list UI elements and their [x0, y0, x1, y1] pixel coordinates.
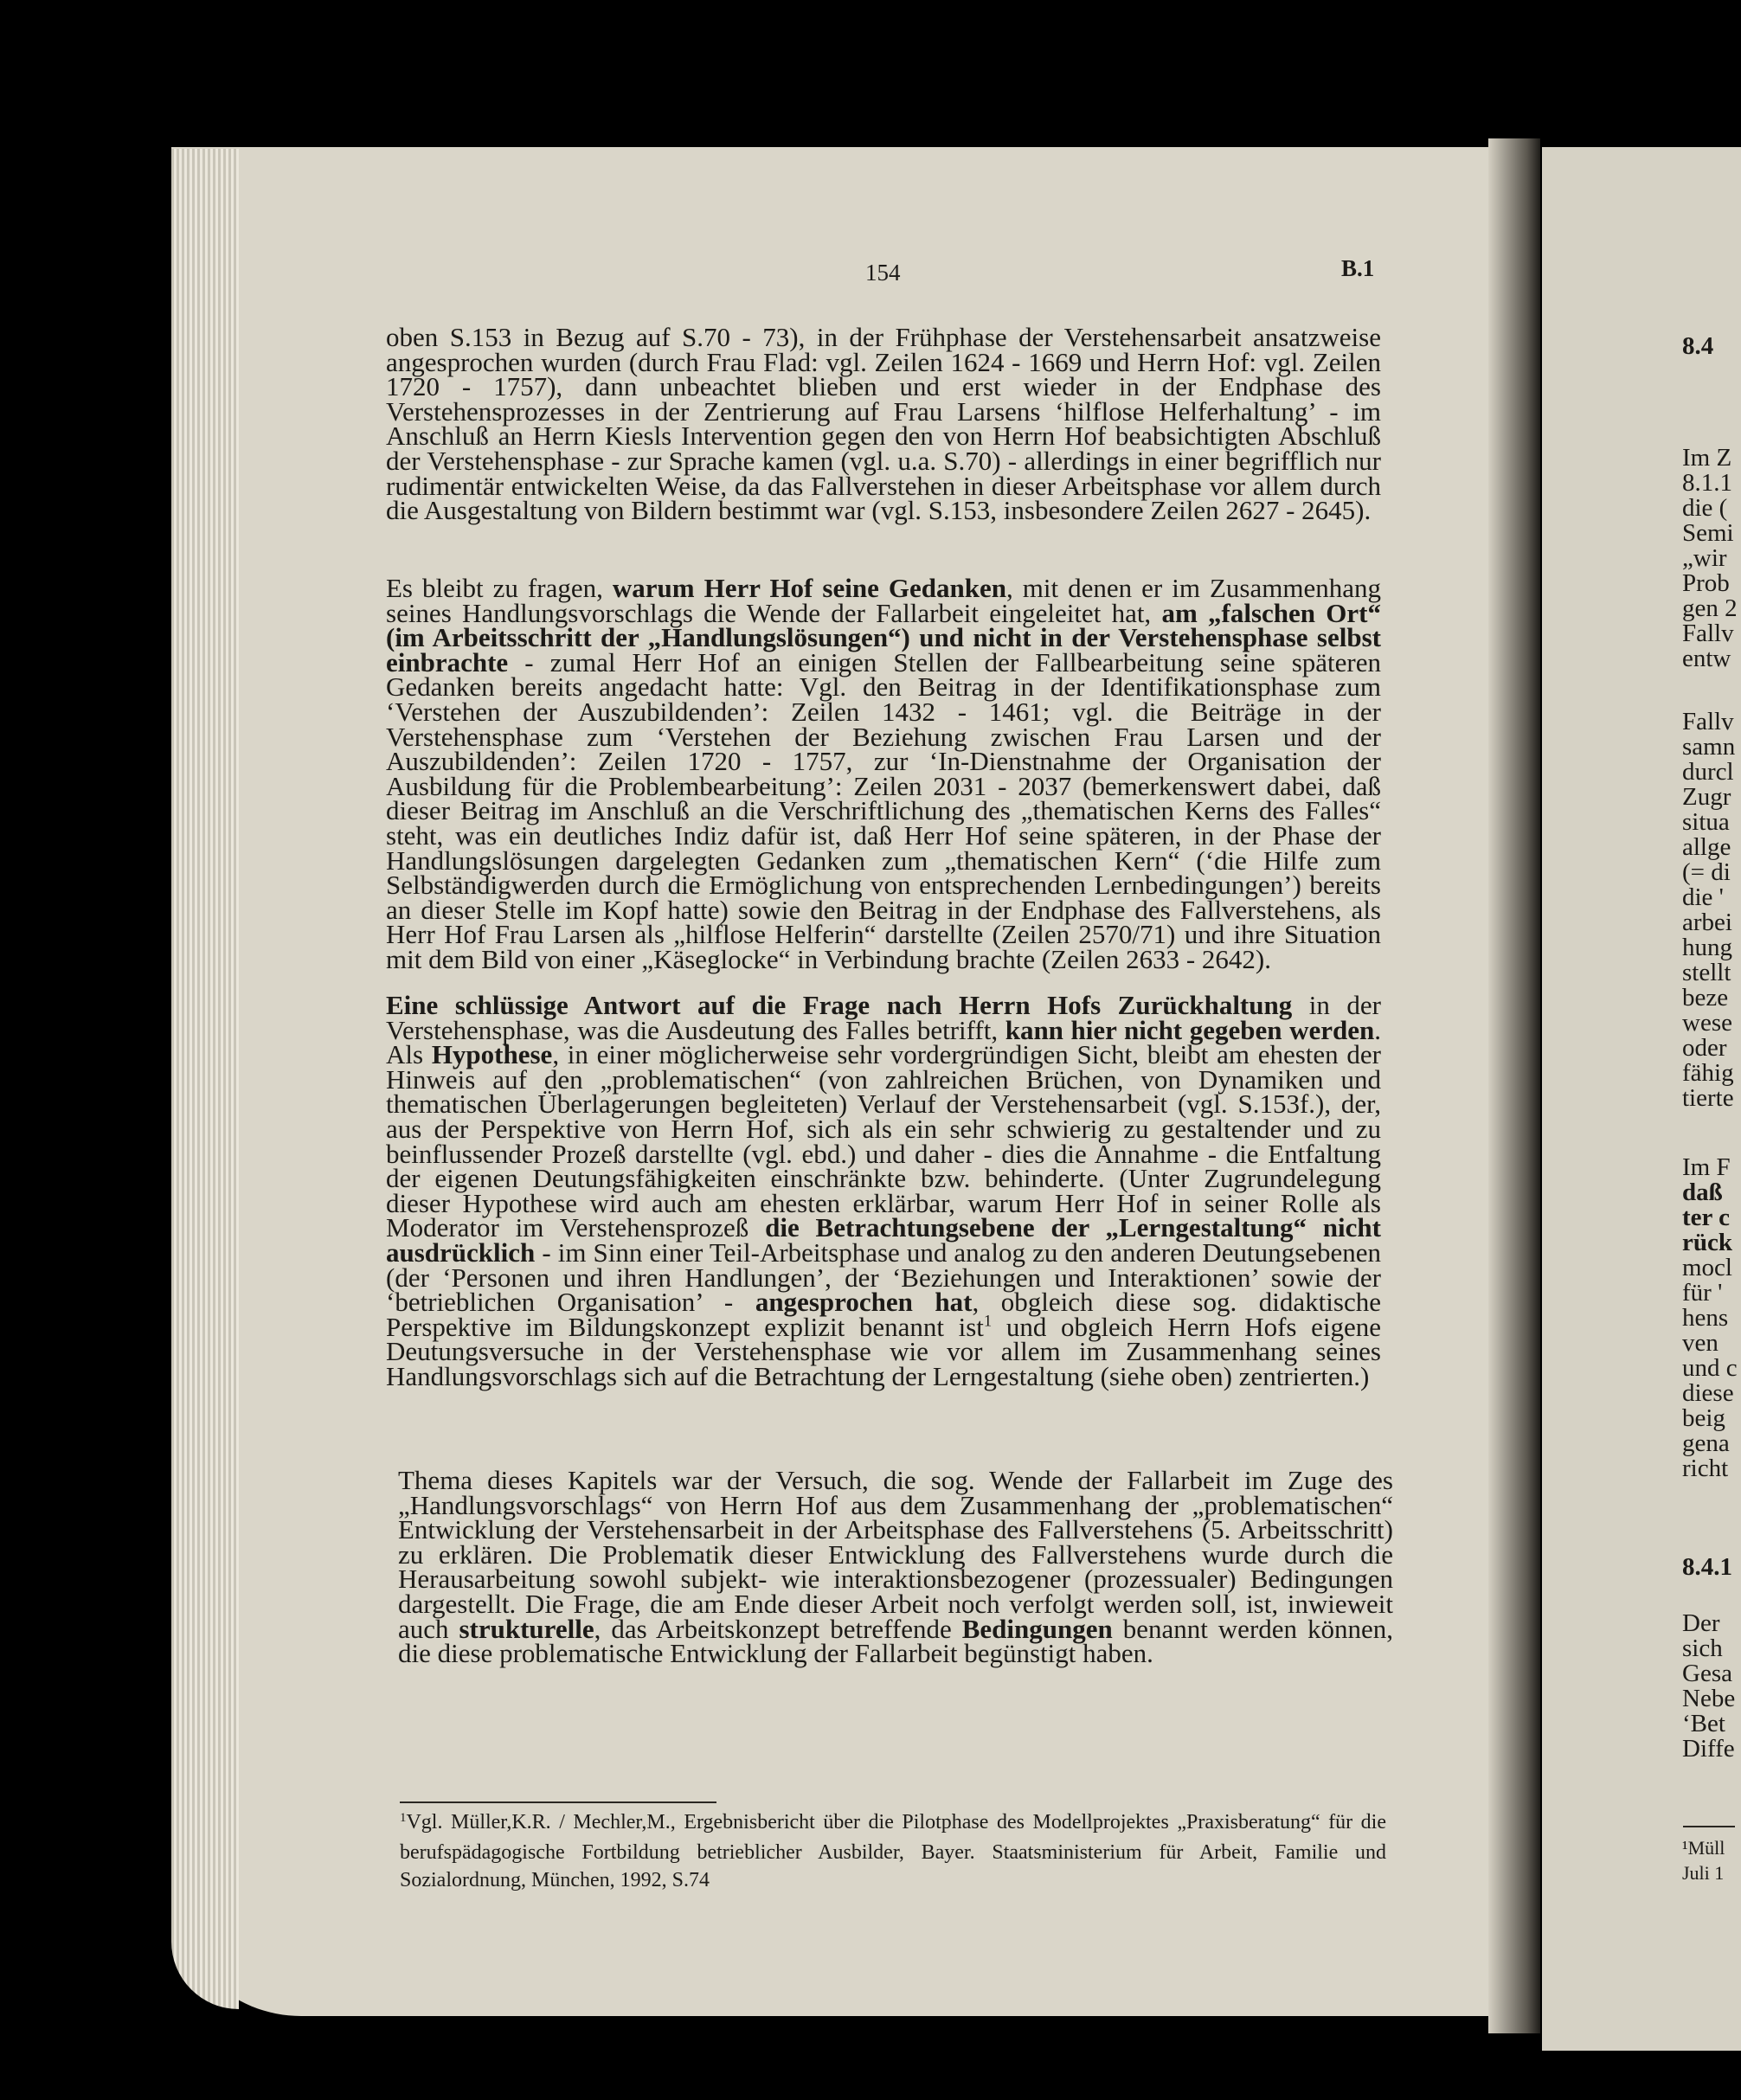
right-text-fragment: Im Z [1682, 444, 1732, 472]
right-text-fragment: diese [1682, 1379, 1734, 1407]
right-text-fragment: durcl [1682, 758, 1734, 786]
p2-text-2: , mit denen er im Zusammenhang seines Handlungsvorschlags die Wende der Fallarbeit eingeleitet hat, [386, 573, 1381, 628]
right-heading-fragment: 8.4.1 [1682, 1553, 1732, 1581]
p2-bold-1: warum Herr Hof seine Gedanken [612, 573, 1006, 603]
p3-text-5: , obgleich diese sog. didaktische Perspektive im Bildungskonzept explizit benannt ist [386, 1287, 1381, 1342]
right-text-fragment: beze [1682, 984, 1729, 1011]
p3-text-4: - im Sinn einer Teil-Arbeitsphase und analog zu den anderen Deutungsebenen (der ‘Personen und ihren Handlungen’, der ‘Beziehungen und Interaktionen’ sowie der ‘betrieblichen Organisation’ - [386, 1236, 1381, 1318]
right-text-fragment: samn [1682, 733, 1736, 761]
right-text-fragment: hens [1682, 1304, 1729, 1332]
footnote-reference[interactable]: 1 [983, 1312, 993, 1331]
footnote-divider [400, 1801, 716, 1803]
book-gutter [1488, 138, 1540, 2033]
right-text-fragment: allge [1682, 833, 1731, 861]
p3-bold-1: Eine schlüssige Antwort auf die Frage nach Herrn Hofs Zurückhaltung [386, 990, 1293, 1020]
p3-text-6: und obgleich Herrn Hofs eigene Deutungsversuche in der Verstehensphase wie vor allem im Zusammenhang seines Handlungsvorschlags sich auf die Betrachtung der Lerngestaltung (siehe oben) zentrierten.) [386, 1311, 1381, 1391]
right-text-fragment: stellt [1682, 959, 1731, 986]
footnote [400, 1808, 1386, 1894]
p3-bold-4: die Betrachtungsebene der „Lerngestaltung“ nicht ausdrücklich [386, 1212, 1381, 1268]
right-heading-fragment: 8.4 [1682, 332, 1714, 360]
right-text-fragment: rück [1682, 1229, 1732, 1256]
right-text-fragment: und c [1682, 1354, 1738, 1382]
paragraph-4 [398, 1465, 1393, 1669]
footnote-text: Vgl. Müller,K.R. / Mechler,M., Ergebnisbericht über die Pilotphase des Modellprojektes „Praxisberatung“ für die berufspädagogische Fortbildung betrieblicher Ausbilder, Bayer. Staatsministerium für Arbeit, Familie und Sozialordnung, München, 1992, S.74 [400, 1811, 1386, 1891]
p2-text-1: Es bleibt zu fragen, [386, 573, 613, 603]
p3-bold-3: Hypothese [431, 1039, 553, 1070]
p3-bold-2: kann hier nicht gegeben werden [1005, 1014, 1375, 1045]
right-text-fragment: ter c [1682, 1204, 1730, 1231]
right-text-fragment: hung [1682, 934, 1732, 961]
right-text-fragment: richt [1682, 1455, 1729, 1482]
p3-text-2: . Als [386, 1014, 1381, 1070]
right-text-fragment: arbei [1682, 909, 1732, 936]
p4-text-3: benannt werden können, die diese problematische Entwicklung der Fallarbeit begünstigt haben. [398, 1613, 1393, 1669]
paragraph-1: oben S.153 in Bezug auf S.70 - 73), in der Frühphase der Verstehensarbeit ansatzweise angesprochen wurden (durch Frau Flad: vgl. Zeilen 1624 - 1669 und Herrn Hof: vgl. Zeilen 1720 - 1757), dann unbeachtet blieben und erst wieder in der Endphase des Verstehensprozesses in der Zentrierung auf Frau Larsens ‘hilflose Helferhaltung’ - im Anschluß an Herrn Kiesls Intervention gegen den von Herrn Hof beabsichtigten Abschluß der Verstehensphase - zur Sprache kamen (vgl. u.a. S.70) - allerdings in einer begrifflich nur rudimentär entwickelten Weise, da das Fallverstehen in dieser Arbeitsphase vor allem durch die Ausgestaltung von Bildern bestimmt war (vgl. S.153, insbesondere Zeilen 2627 - 2645). [386, 322, 1381, 526]
right-text-fragment: die ' [1682, 883, 1724, 911]
right-text-fragment: ven [1682, 1329, 1719, 1357]
right-text-fragment: Gesa [1682, 1660, 1732, 1687]
right-text-fragment: sich [1682, 1634, 1723, 1662]
paragraph-2 [386, 573, 1381, 974]
p3-text-1: in der Verstehensphase, was die Ausdeutung des Falles betrifft, [386, 990, 1381, 1045]
right-text-fragment: 8.1.1 [1682, 469, 1732, 497]
footnote-mark: 1 [400, 1810, 407, 1825]
p2-bold-2: am „falschen Ort“ (im Arbeitsschritt der „Handlungslösungen“) und nicht in der Verstehensphase selbst einbrachte [386, 597, 1381, 678]
right-text-fragment: ‘Bet [1682, 1710, 1725, 1737]
right-text-fragment: oder [1682, 1034, 1727, 1062]
right-text-fragment: Diffe [1682, 1735, 1735, 1763]
right-footnote-fragment: ¹Müll [1682, 1837, 1725, 1859]
right-text-fragment: mocl [1682, 1254, 1732, 1281]
p3-bold-5: angesprochen hat [755, 1287, 973, 1318]
page-edges [171, 149, 239, 2009]
right-text-fragment: Der [1682, 1609, 1720, 1637]
right-text-fragment: die ( [1682, 494, 1728, 522]
right-text-fragment: gena [1682, 1429, 1730, 1457]
right-text-fragment: beig [1682, 1404, 1725, 1432]
p3-text-3: , in einer möglicherweise sehr vordergründigen Sicht, bleibt am ehesten der Hinweis auf den „problematischen“ (von zahlreichen Brüchen, von Dynamiken und thematischen Überlagerungen begleiteten) Verlauf der Verstehensarbeit (vgl. S.153f.), der, aus der Perspektive von Herrn Hof, sich als ein sehr schwierig zu gestaltender und zu beinflussender Prozeß darstellte (vgl. ebd.) und daher - dies die Annahme - die Entfaltung der eigenen Deutungsfähigkeiten einschränkte bzw. behinderte. (Unter Zugrundelegung dieser Hypothese wird auch am ehesten erklärbar, warum Herr Hof in seiner Rolle als Moderator im Verstehensprozeß [386, 1039, 1381, 1243]
right-text-fragment: daß [1682, 1178, 1723, 1206]
right-text-fragment: Im F [1682, 1153, 1731, 1181]
right-text-fragment: fähig [1682, 1059, 1734, 1087]
right-text-fragment: Fallv [1682, 620, 1734, 647]
right-text-fragment: Nebe [1682, 1685, 1736, 1712]
right-text-fragment: Prob [1682, 569, 1730, 597]
p4-bold-2: Bedingungen [961, 1613, 1113, 1644]
section-reference: B.1 [1341, 255, 1375, 281]
right-text-fragment: tierte [1682, 1084, 1734, 1112]
right-footnote-fragment: Juli 1 [1682, 1862, 1725, 1884]
p4-text-1: Thema dieses Kapitels war der Versuch, die sog. Wende der Fallarbeit im Zuge des „Handlungsvorschlags“ von Herrn Hof aus dem Zusammenhang der „problematischen“ Entwicklung der Verstehensarbeit in der Arbeitsphase des Fallverstehens (5. Arbeitsschritt) zu erklären. Die Problematik dieser Entwicklung des Fallverstehens wurde durch die Herausarbeitung sowohl subjekt- wie interaktionsbezogener (prozessualer) Bedingungen dargestellt. Die Frage, die am Ende dieser Arbeit noch verfolgt werden soll, ist, inwieweit auch [398, 1465, 1393, 1644]
right-text-fragment: (= di [1682, 858, 1731, 886]
right-text-fragment: für ' [1682, 1279, 1723, 1307]
p4-bold-1: strukturelle [459, 1613, 594, 1644]
right-text-fragment: situa [1682, 808, 1730, 836]
p4-text-2: , das Arbeitskonzept betreffende [594, 1613, 962, 1644]
p2-text-3: - zumal Herr Hof an einigen Stellen der Fallbearbeitung seine späteren Gedanken bereits angedacht hatte: Vgl. den Beitrag in der Identifikationsphase zum ‘Verstehen der Auszubildenden’: Zeilen 1432 - 1461; vgl. die Beiträge in der Verstehensphase zum ‘Verstehen der Beziehung zwischen Frau Larsen und der Auszubildenden’: Zeilen 1720 - 1757, zur ‘In-Dienstnahme der Organisation der Ausbildung für die Problembearbeitung’: Zeilen 2031 - 2037 (bemerkenswert dabei, daß dieser Beitrag im Anschluß an die Verschriftlichung des „thematischen Kerns des Falles“ steht, was ein deutliches Indiz dafür ist, daß Herr Hof seine späteren, in der Phase der Handlungslösungen dargelegten Gedanken zum „thematischen Kern“ (‘die Hilfe zum Selbständigwerden durch die Ermöglichung von entsprechenden Lernbedingungen’) bereits an dieser Stelle im Kopf hatte) sowie den Beitrag in der Endphase des Fallverstehens, als Herr Hof Frau Larsen als „hilflose Helferin“ darstellte (Zeilen 2570/71) und ihre Situation mit dem Bild von einer „Käseglocke“ in Verbindung brachte (Zeilen 2633 - 2642). [386, 646, 1381, 974]
right-text-fragment: Semi [1682, 519, 1734, 547]
right-text-fragment: Fallv [1682, 708, 1734, 735]
right-text-fragment: entw [1682, 645, 1731, 672]
right-footnote-divider [1683, 1826, 1735, 1827]
right-text-fragment: gen 2 [1682, 594, 1738, 622]
right-text-fragment: „wir [1682, 544, 1727, 572]
right-text-fragment: Zugr [1682, 783, 1731, 811]
page-number: 154 [865, 260, 901, 286]
paragraph-3 [386, 990, 1381, 1391]
right-text-fragment: wese [1682, 1009, 1732, 1037]
